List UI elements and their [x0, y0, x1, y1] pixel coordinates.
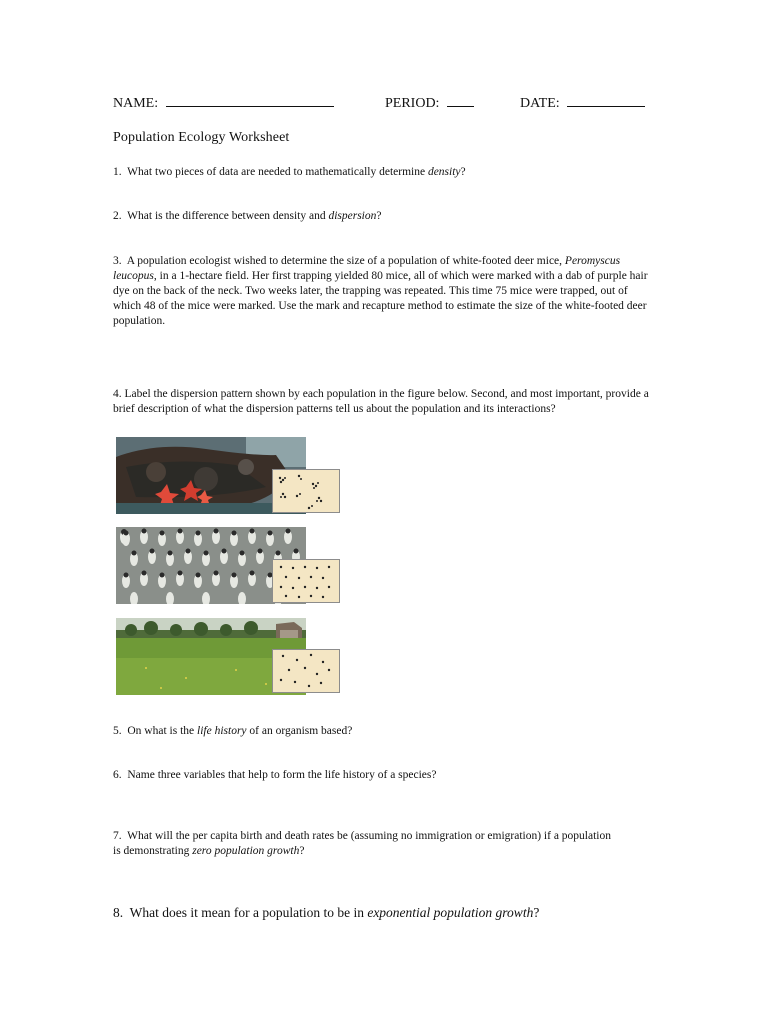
- name-field[interactable]: [113, 92, 334, 112]
- question-1: 1. What two pieces of data are needed to mathematically determine density?: [113, 166, 466, 178]
- date-field[interactable]: [520, 92, 645, 112]
- random-pattern-inset: [272, 649, 340, 693]
- question-2: 2. What is the difference between density and dispersion?: [113, 210, 382, 222]
- period-blank[interactable]: [447, 92, 474, 107]
- header-row: [113, 92, 673, 114]
- uniform-pattern-inset: [272, 559, 340, 603]
- question-7: 7. What will the per capita birth and death rates be (assuming no immigration or emigration) if a population is demonstrating zero population growth?: [113, 830, 611, 857]
- date-blank[interactable]: [567, 92, 645, 107]
- question-6: 6. Name three variables that help to form the life history of a species?: [113, 769, 437, 781]
- question-5: 5. On what is the life history of an organism based?: [113, 725, 353, 737]
- period-label: PERIOD:: [385, 96, 440, 111]
- name-blank[interactable]: [166, 92, 334, 107]
- date-label: DATE:: [520, 96, 560, 111]
- name-label: NAME:: [113, 96, 159, 111]
- clumped-pattern-inset: [272, 469, 340, 513]
- question-3: 3. A population ecologist wished to determine the size of a population of white-footed deer mice, Peromyscus leucopus, in a 1-hectare field. Her first trapping yielded 80 mice, all of which were marked with a dab of purple hair dye on the back of the neck. Two weeks later, the trapping was repeated. This time 75 mice were trapped, out of which 48 of the mice were marked. Use the mark and recapture method to estimate the size of the white-footed deer population.: [113, 255, 648, 327]
- question-4: 4. Label the dispersion pattern shown by each population in the figure below. Second, and most important, provide a brief description of what the dispersion patterns tell us about the population and its interactions?: [113, 388, 649, 415]
- period-field[interactable]: [385, 92, 474, 112]
- worksheet-title: Population Ecology Worksheet: [113, 130, 290, 145]
- question-8: 8. What does it mean for a population to be in exponential population growth?: [113, 905, 540, 920]
